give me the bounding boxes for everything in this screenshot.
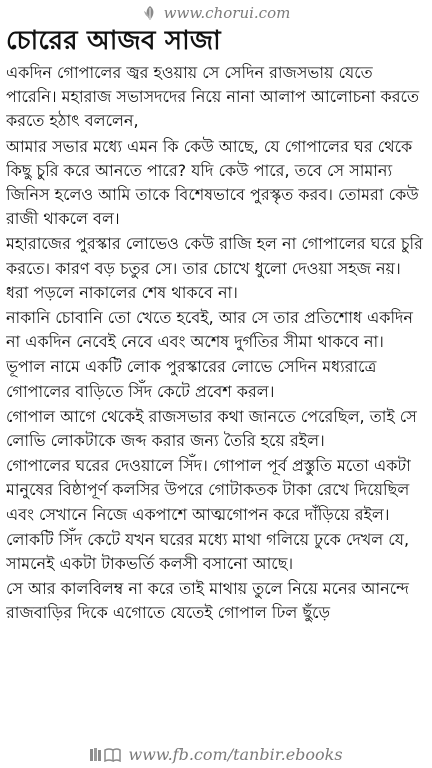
leaf-icon [142, 5, 158, 21]
paragraph: আমার সভার মধ্যে এমন কি কেউ আছে, যে গোপালের ঘর থেকে কিছু চুরি করে আনতে পারে? যদি কেউ পারে, তবে সে সামান্য জিনিস হলেও আমি তাকে বিশেষভাবে পুরস্কৃত করব। তোমরা কেউ রাজী থাকলে বল। [6, 136, 419, 229]
books-icon [89, 746, 121, 762]
paragraph: মহারাজের পুরস্কার লোভেও কেউ রাজি হল না গোপালের ঘরে চুরি করতে। কারণ বড় চতুর সে। তার চোখে ধুলো দেওয়া সহজ নয়। ধরা পড়লে নাকালের শেষ থাকবে না। [6, 234, 423, 302]
paragraph: লোকটি সিঁদ কেটে যখন ঘরের মধ্যে মাথা গলিয়ে ঢুকে দেখল যে, সামনেই একটা টাকভর্তি কলসী বসানো আছে। [6, 529, 410, 574]
paragraph: নাকানি চোবানি তো খেতে হবেই, আর সে তার প্রতিশোধ একদিন না একদিন নেবেই নেবে এবং অশেষ দুর্গতির সীমা থাকবে না। [6, 308, 413, 352]
page-title: চোরের আজব সাজা [6, 26, 221, 56]
paragraph: সে আর কালবিলম্ব না করে তাই মাথায় তুলে নিয়ে মনের আনন্দে রাজবাড়ির দিকে এগোতে যেতেই গোপাল ঢিল ছুঁড়ে [6, 579, 409, 623]
paragraph: ভূপাল নামে একটি লোক পুরস্কারের লোভে সেদিন মধ্যরাত্রে গোপালের বাড়িতে সিঁদ কেটে প্রবেশ করল। [6, 357, 377, 401]
footer-url: www.fb.com/tanbir.ebooks [128, 744, 343, 764]
footer-watermark [0, 740, 432, 768]
paragraph: একদিন গোপালের জ্বর হওয়ায় সে সেদিন রাজসভায় যেতে পারেনি। মহারাজ সভাসদদের নিয়ে নানা আলাপ আলোচনা করতে করতে হঠাৎ বললেন, [6, 63, 419, 131]
story-body [6, 61, 426, 737]
watermark-url: www.chorui.com [163, 4, 291, 22]
site-watermark [0, 2, 432, 24]
paragraph: গোপালের ঘরের দেওয়ালে সিঁদ। গোপাল পূর্ব প্রস্তুতি মতো একটা মানুষের বিষ্ঠাপূর্ণ কলসির উপরে গোটাকতক টাকা রেখে দিয়েছিল এবং সেখানে নিজে একপাশে আত্মগোপন করে দাঁড়িয়ে রইল। [6, 456, 411, 524]
paragraph: গোপাল আগে থেকেই রাজসভার কথা জানতে পেরেছিল, তাই সে লোভি লোকটাকে জব্দ করার জন্য তৈরি হয়ে রইল। [6, 406, 417, 451]
